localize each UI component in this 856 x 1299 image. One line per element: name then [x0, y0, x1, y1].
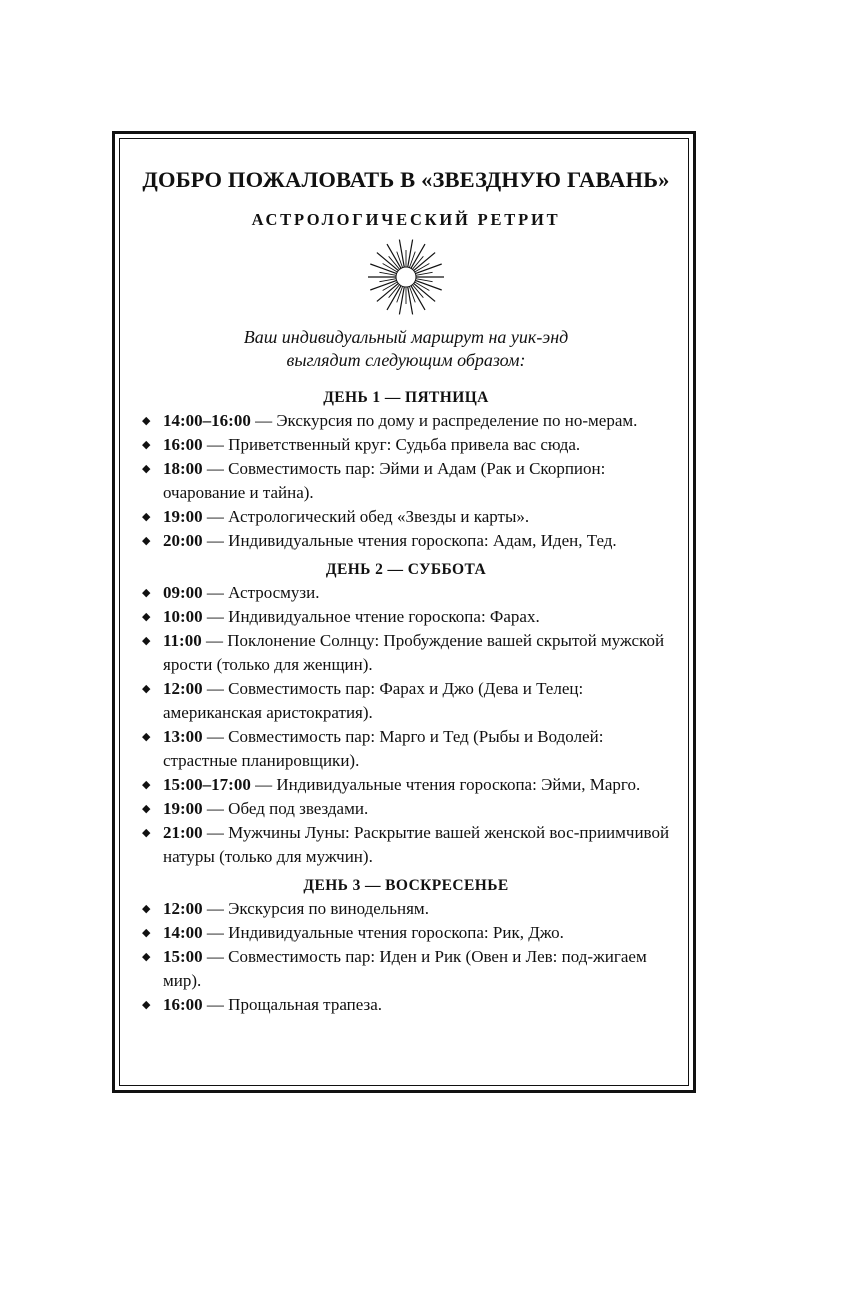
- bullet-icon: ◆: [142, 511, 151, 523]
- item-text: — Индивидуальные чтения гороскопа: Эйми, Марго.: [250, 775, 641, 794]
- schedule-item: [142, 457, 670, 505]
- bullet-icon: ◆: [142, 731, 151, 743]
- day-heading: ДЕНЬ 2 — СУББОТА: [325, 561, 487, 578]
- bullet-icon: ◆: [142, 927, 151, 939]
- item-time: 20:00: [163, 531, 203, 550]
- item-time: 14:00–16:00: [163, 411, 251, 430]
- bullet-icon: ◆: [142, 439, 151, 451]
- schedule-item: [142, 529, 670, 553]
- item-text: — Индивидуальное чтение гороскопа: Фарах.: [202, 607, 540, 626]
- schedule-list: [142, 897, 670, 1017]
- schedule-item: [142, 677, 670, 725]
- item-time: 16:00: [163, 435, 203, 454]
- schedule-list: [142, 581, 670, 869]
- schedule-item: [142, 725, 670, 773]
- bullet-icon: ◆: [142, 415, 151, 427]
- schedule-item: [142, 581, 670, 605]
- item-time: 16:00: [163, 995, 203, 1014]
- itinerary-card: [142, 160, 670, 1017]
- item-text: — Совместимость пар: Марго и Тед (Рыбы и Водолей: страстные планировщики).: [163, 727, 604, 770]
- item-text: — Совместимость пар: Эйми и Адам (Рак и Скорпион: очарование и тайна).: [163, 459, 606, 502]
- intro-line-1: Ваш индивидуальный маршрут на уик-энд: [243, 327, 569, 347]
- item-text: — Индивидуальные чтения гороскопа: Рик, Джо.: [202, 923, 564, 942]
- bullet-icon: ◆: [142, 903, 151, 915]
- item-time: 21:00: [163, 823, 203, 842]
- sun-core: [396, 267, 416, 287]
- page-title: ДОБРО ПОЖАЛОВАТЬ В «ЗВЕЗДНУЮ ГАВАНЬ»: [142, 167, 670, 192]
- schedule-item: [142, 409, 670, 433]
- schedule-item: [142, 921, 670, 945]
- item-time: 09:00: [163, 583, 203, 602]
- bullet-icon: ◆: [142, 683, 151, 695]
- item-text: — Экскурсия по винодельням.: [202, 899, 429, 918]
- bullet-icon: ◆: [142, 587, 151, 599]
- sun-icon: [366, 238, 446, 316]
- schedule-item: [142, 993, 670, 1017]
- page-subtitle: АСТРОЛОГИЧЕСКИЙ РЕТРИТ: [251, 210, 561, 229]
- schedule-item: [142, 945, 670, 993]
- item-text: — Индивидуальные чтения гороскопа: Адам, Иден, Тед.: [202, 531, 617, 550]
- item-time: 15:00–17:00: [163, 775, 251, 794]
- item-text: — Прощальная трапеза.: [202, 995, 383, 1014]
- schedule-item: [142, 897, 670, 921]
- bullet-icon: ◆: [142, 611, 151, 623]
- item-time: 19:00: [163, 507, 203, 526]
- item-time: 12:00: [163, 679, 203, 698]
- item-text: — Астросмузи.: [202, 583, 320, 602]
- sun-ray: [408, 287, 413, 315]
- item-text: — Экскурсия по дому и распределение по но-мерам.: [250, 411, 638, 430]
- bullet-icon: ◆: [142, 803, 151, 815]
- item-time: 13:00: [163, 727, 203, 746]
- item-text: — Приветственный круг: Судьба привела вас сюда.: [202, 435, 581, 454]
- bullet-icon: ◆: [142, 951, 151, 963]
- item-time: 19:00: [163, 799, 203, 818]
- schedule-item: [142, 821, 670, 869]
- day-section-1: [142, 386, 670, 553]
- item-text: — Обед под звездами.: [202, 799, 369, 818]
- schedule-item: [142, 605, 670, 629]
- sun-ray: [399, 240, 404, 268]
- item-time: 14:00: [163, 923, 203, 942]
- item-text: — Астрологический обед «Звезды и карты».: [202, 507, 530, 526]
- bullet-icon: ◆: [142, 999, 151, 1011]
- bullet-icon: ◆: [142, 635, 151, 647]
- bullet-icon: ◆: [142, 779, 151, 791]
- sun-ray: [408, 240, 413, 268]
- sun-emblem: [142, 238, 670, 316]
- item-text: — Мужчины Луны: Раскрытие вашей женской вос-приимчивой натуры (только для мужчин).: [163, 823, 670, 866]
- intro-text: [142, 326, 670, 372]
- schedule-item: [142, 773, 670, 797]
- day-heading: ДЕНЬ 1 — ПЯТНИЦА: [323, 389, 489, 406]
- schedule-item: [142, 505, 670, 529]
- sun-ray: [399, 287, 404, 315]
- item-time: 11:00: [163, 631, 202, 650]
- item-text: — Совместимость пар: Иден и Рик (Овен и Лев: под-жигаем мир).: [163, 947, 647, 990]
- schedule-item: [142, 629, 670, 677]
- day-heading: ДЕНЬ 3 — ВОСКРЕСЕНЬЕ: [303, 877, 509, 894]
- schedule-list: [142, 409, 670, 553]
- day-section-3: [142, 874, 670, 1017]
- item-time: 15:00: [163, 947, 203, 966]
- day-section-2: [142, 558, 670, 869]
- intro-line-2: выглядит следующим образом:: [286, 350, 526, 370]
- item-time: 18:00: [163, 459, 203, 478]
- item-time: 12:00: [163, 899, 203, 918]
- bullet-icon: ◆: [142, 535, 151, 547]
- schedule-item: [142, 797, 670, 821]
- bullet-icon: ◆: [142, 463, 151, 475]
- schedule-item: [142, 433, 670, 457]
- item-text: — Совместимость пар: Фарах и Джо (Дева и Телец: американская аристократия).: [163, 679, 584, 722]
- bullet-icon: ◆: [142, 827, 151, 839]
- item-time: 10:00: [163, 607, 203, 626]
- item-text: — Поклонение Солнцу: Пробуждение вашей скрытой мужской ярости (только для женщин).: [163, 631, 665, 674]
